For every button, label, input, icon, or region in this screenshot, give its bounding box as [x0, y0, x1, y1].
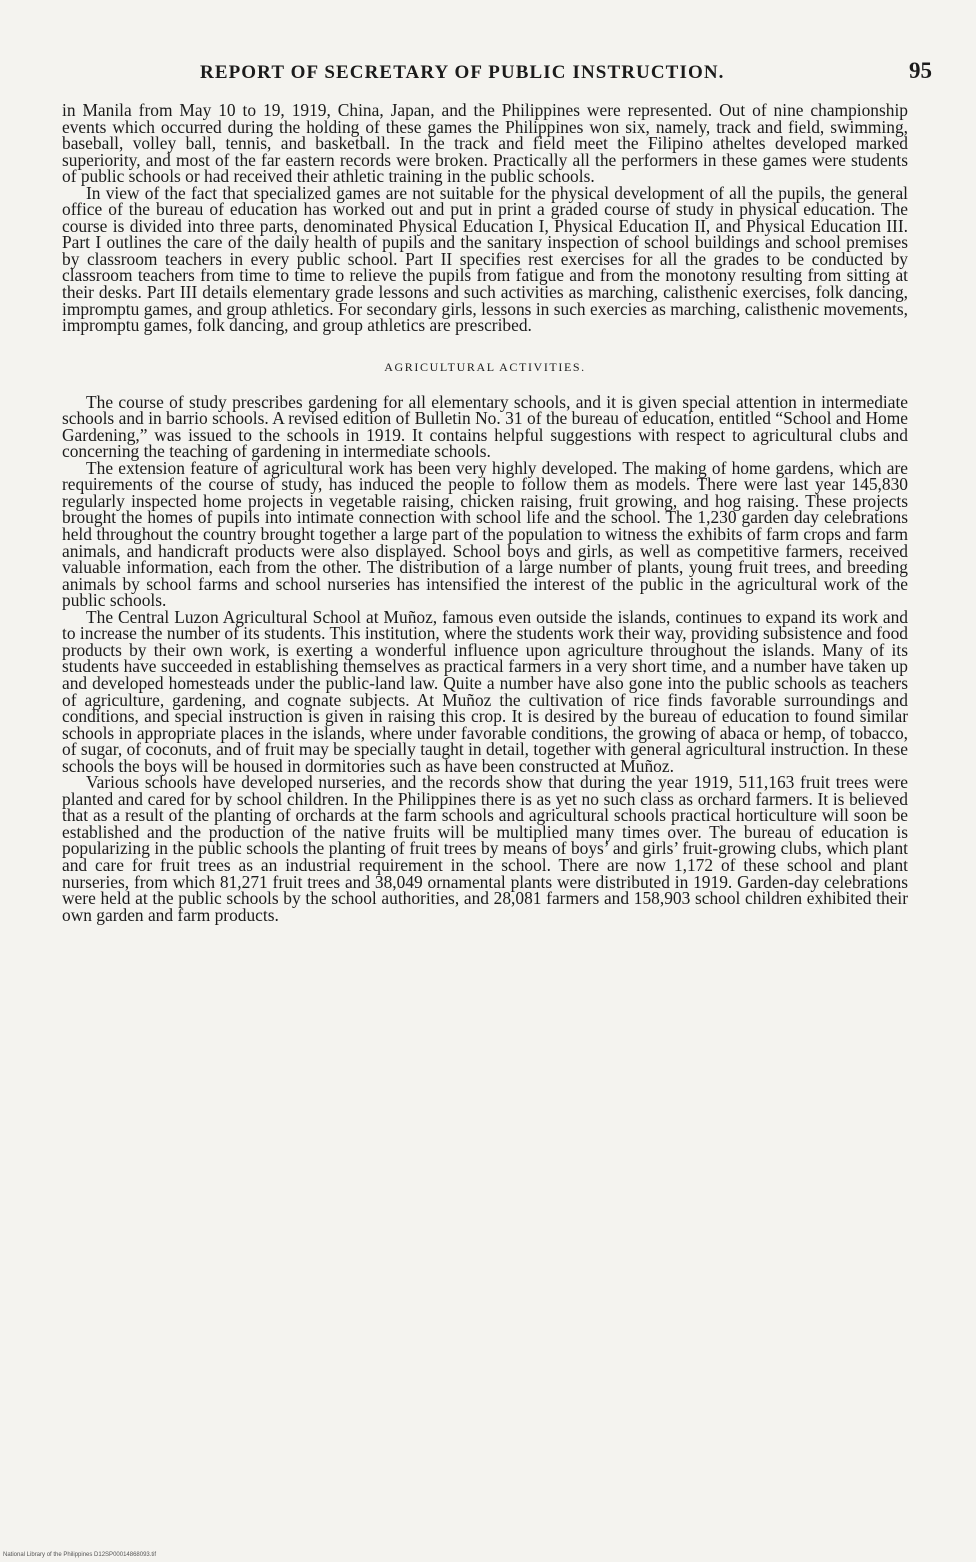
section-heading: AGRICULTURAL ACTIVITIES. — [384, 359, 586, 374]
paragraph-nurseries: Various schools have developed nurseries, and the records show that during the year 1919, 511,163 fruit trees were planted and cared for by school children. In the Philippines there is as yet no such class as orchard farmers. It is believed that as a result of the planting of orchards at the farm schools and agricultural schools practical horticulture will soon be established and the production of the native fruits will be multiplied many times over. The bureau of education is popularizing in the public schools the planting of fruit trees by means of boys’ and girls’ fruit-growing clubs, which plant and care for fruit trees as an industrial requirement in the school. There are now 1,172 of these school and plant nurseries, from which 81,271 fruit trees and 38,049 ornamental plants were distributed in 1919. Garden-day celebrations were held at the public schools by the school authorities, and 28,081 farmers and 158,903 school children exhibited their own garden and farm products. — [62, 772, 908, 925]
paragraph-central-luzon-school: The Central Luzon Agricultural School at Muñoz, famous even outside the islands, continues to expand its work and to increase the number of its students. This institution, where the students work their way, providing subsistence and food products by their own work, is exerting a wonderful influence upon agriculture throughout the islands. Many of its students have succeeded in establishing themselves as practical farmers in a very short time, and a number have taken up and developed homesteads under the public-land law. Quite a number have also gone into the public schools as teachers of agriculture, gardening, and cognate subjects. At Muñoz the cultivation of rice finds favorable surroundings and conditions, and special instruction is given in raising this crop. It is desired by the bureau of education to found similar schools in appropriate places in the islands, where under favorable conditions, the growing of abaca or hemp, of tobacco, of sugar, of coconuts, and of fruit may be specially taught in detail, together with general agricultural instruction. In these schools the boys will be housed in dormitories such as have been constructed at Muñoz. — [62, 606, 908, 776]
page-header — [60, 58, 932, 92]
paragraph-gardening-course: The course of study prescribes gardening for all elementary schools, and it is given special attention in intermediate schools and in barrio schools. A revised edition of Bulletin No. 31 of the bureau of education, entitled “School and Home Gardening,” was issued to the schools in 1919. It contains helpful suggestions with respect to agricultural clubs and concerning the teaching of gardening in intermediate schools. — [62, 391, 908, 462]
scan-credit: National Library of the Philippines D12SP00014868093.tif — [3, 1552, 157, 1558]
page-number: 95 — [909, 58, 932, 83]
paragraph-physical-education: In view of the fact that specialized games are not suitable for the physical development of all the pupils, the general office of the bureau of education has worked out and put in print a graded course of study in physical education. The course is divided into three parts, denominated Physical Education I, Physical Education II, and Physical Education III. Part I outlines the care of the daily health of pupils and the sanitary inspection of school buildings and school premises by classroom teachers in every public school. Part II specifies rest exercises for all the grades to be conducted by classroom teachers from time to time to relieve the pupils from fatigue and from the monotony resulting from sitting at their desks. Part III details elementary grade lessons and such activities as marching, calisthenic exercises, folk dancing, impromptu games, and group athletics. For secondary girls, lessons in such exercies as marching, calisthenic movements, impromptu games, folk dancing, and group athletics are prescribed. — [62, 182, 908, 336]
running-title: REPORT OF SECRETARY OF PUBLIC INSTRUCTION. — [200, 62, 725, 83]
paragraph-extension-work: The extension feature of agricultural work has been very highly developed. The making of home gardens, which are requirements of the course of study, has induced the people to follow them as models. There were last year 145,830 regularly inspected home projects in vegetable raising, chicken raising, fruit growing, and hog raising. These projects brought the homes of pupils into intimate connection with school life and the school. The 1,230 garden day celebrations held throughout the country brought together a large part of the population to witness the exhibits of farm crops and farm animals, and handicraft products were also displayed. School boys and girls, as well as competitive farmers, received valuable information, each from the other. The distribution of a large number of plants, young fruit trees, and breeding animals by school farms and school nurseries has intensified the interest of the public in the agricultural work of the public schools. — [62, 457, 908, 611]
body-text — [62, 102, 908, 923]
paragraph-athletics-games: in Manila from May 10 to 19, 1919, China, Japan, and the Philippines were represented. Out of nine championship events which occurred during the holding of these games the Philippines won six, namely, track and field, swimming, baseball, volley ball, tennis, and basketball. In the track and field meet the Filipino atheltes developed marked superiority, and most of the far eastern records were broken. Practically all the performers in these games were students of public schools or had received their athletic training in the public schools. — [62, 100, 908, 187]
